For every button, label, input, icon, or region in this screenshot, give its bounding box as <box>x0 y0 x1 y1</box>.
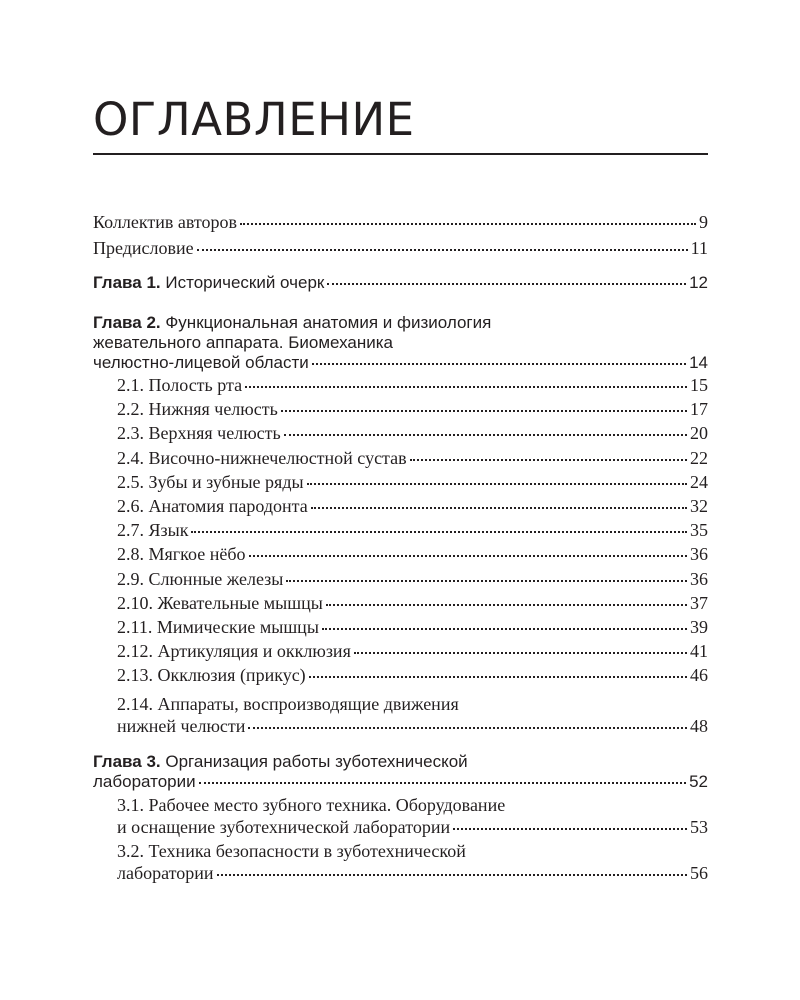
dot-leader <box>281 410 687 412</box>
dot-leader <box>249 555 688 557</box>
chapter-prefix: Глава 3. <box>93 752 161 771</box>
entry-page: 36 <box>690 544 708 565</box>
entry-page: 17 <box>690 399 708 420</box>
toc-entry-section-3-2[interactable] <box>117 863 708 884</box>
entry-page: 15 <box>690 375 708 395</box>
dot-leader <box>197 249 688 251</box>
toc-entry-chapter-3[interactable] <box>93 772 708 792</box>
toc-entry-section[interactable] <box>117 665 708 686</box>
toc-entry-authors[interactable] <box>93 212 708 233</box>
dot-leader <box>248 727 687 729</box>
toc-entry-section-3-1[interactable] <box>117 817 708 838</box>
chapter-3-title-line-1[interactable] <box>93 752 468 772</box>
entry-page: 46 <box>690 665 708 686</box>
toc-entry-preface[interactable] <box>93 238 708 259</box>
entry-label: 2.9. Слюнные железы <box>117 568 284 589</box>
dot-leader <box>311 507 687 509</box>
entry-page: 53 <box>690 817 708 837</box>
dot-leader <box>453 828 687 830</box>
dot-leader <box>307 483 687 485</box>
chapter-title: Функциональная анатомия и физиология <box>165 313 492 332</box>
entry-label: нижней челюсти <box>117 716 246 736</box>
dot-leader <box>199 782 686 784</box>
entry-label: 2.10. Жевательные мышцы <box>117 592 323 613</box>
entry-label: 2.8. Мягкое нёбо <box>117 544 246 565</box>
chapter-2-title-line-1[interactable] <box>93 313 491 333</box>
entry-label: лаборатории <box>117 863 214 883</box>
toc-entry-section[interactable] <box>117 617 708 638</box>
entry-page: 41 <box>690 641 708 662</box>
toc-entry-section-2-14[interactable] <box>117 716 708 737</box>
entry-page: 37 <box>690 592 708 613</box>
dot-leader <box>326 604 687 606</box>
dot-leader <box>245 386 687 388</box>
entry-label: 2.3. Верхняя челюсть <box>117 423 281 444</box>
chapter-title: Организация работы зуботехнической <box>165 752 468 771</box>
entry-page: 12 <box>689 273 708 292</box>
dot-leader <box>284 434 687 436</box>
entry-page: 24 <box>690 471 708 492</box>
page-title: ОГЛАВЛЕНИЕ <box>93 93 415 146</box>
entry-page: 56 <box>690 863 708 883</box>
chapter-prefix: Глава 2. <box>93 313 161 332</box>
entry-label: 2.6. Анатомия пародонта <box>117 496 308 516</box>
toc-entry-section[interactable] <box>117 448 708 469</box>
entry-label: 2.1. Полость рта <box>117 375 243 395</box>
chapter-2-title-line-2: жевательного аппарата. Биомеханика <box>93 333 393 352</box>
dot-leader <box>240 223 696 225</box>
toc-entry-section[interactable] <box>117 423 708 444</box>
toc-entry-section[interactable] <box>117 520 708 541</box>
chapter-prefix: Глава 1. <box>93 273 161 292</box>
entry-label: лаборатории <box>93 772 196 791</box>
title-rule <box>93 153 708 155</box>
dot-leader <box>309 676 687 678</box>
toc-entry-section[interactable] <box>117 472 708 493</box>
entry-label: челюстно-лицевой области <box>93 353 309 372</box>
entry-page: 20 <box>690 423 708 444</box>
toc-entry-chapter-1[interactable] <box>93 273 708 293</box>
entry-label: 2.7. Язык <box>117 520 189 541</box>
dot-leader <box>286 580 687 582</box>
section-3-2-line-1[interactable]: 3.2. Техника безопасности в зуботехнической <box>117 841 466 861</box>
dot-leader <box>191 531 687 533</box>
entry-label: 2.13. Окклюзия (прикус) <box>117 665 306 686</box>
toc-entry-section[interactable] <box>117 544 708 565</box>
entry-page: 39 <box>690 617 708 637</box>
toc-entry-section[interactable] <box>117 593 708 614</box>
entry-label: 2.5. Зубы и зубные ряды <box>117 471 304 492</box>
entry-label: 2.12. Артикуляция и окклюзия <box>117 641 351 662</box>
entry-page: 32 <box>690 496 708 516</box>
entry-label: 2.11. Мимические мышцы <box>117 617 319 637</box>
section-3-1-line-1[interactable]: 3.1. Рабочее место зубного техника. Оборудование <box>117 795 506 815</box>
entry-page: 9 <box>699 212 708 232</box>
toc-entry-section[interactable] <box>117 641 708 662</box>
dot-leader <box>322 628 687 630</box>
entry-label: Коллектив авторов <box>93 212 237 232</box>
entry-page: 36 <box>690 568 708 589</box>
toc-entry-chapter-2[interactable] <box>93 353 708 373</box>
entry-label: Предисловие <box>93 238 194 258</box>
toc-entry-section[interactable] <box>117 569 708 590</box>
entry-page: 14 <box>689 353 708 372</box>
entry-label: 2.2. Нижняя челюсть <box>117 399 278 420</box>
dot-leader <box>327 283 686 285</box>
chapter-title: Исторический очерк <box>165 273 325 292</box>
dot-leader <box>217 874 687 876</box>
entry-label: 2.4. Височно-нижнечелюстной сустав <box>117 447 407 468</box>
dot-leader <box>354 652 687 654</box>
entry-page: 52 <box>689 772 708 791</box>
dot-leader <box>312 363 686 365</box>
entry-page: 35 <box>690 520 708 541</box>
toc-entry-section[interactable] <box>117 375 708 396</box>
toc-entry-section[interactable] <box>117 399 708 420</box>
entry-page: 48 <box>690 716 708 736</box>
toc-entry-section[interactable] <box>117 496 708 517</box>
entry-label <box>93 273 324 293</box>
dot-leader <box>410 459 687 461</box>
entry-page: 22 <box>690 447 708 468</box>
entry-page: 11 <box>690 238 708 258</box>
entry-label: и оснащение зуботехнической лаборатории <box>117 817 451 837</box>
section-2-14-line-1[interactable]: 2.14. Аппараты, воспроизводящие движения <box>117 694 459 714</box>
